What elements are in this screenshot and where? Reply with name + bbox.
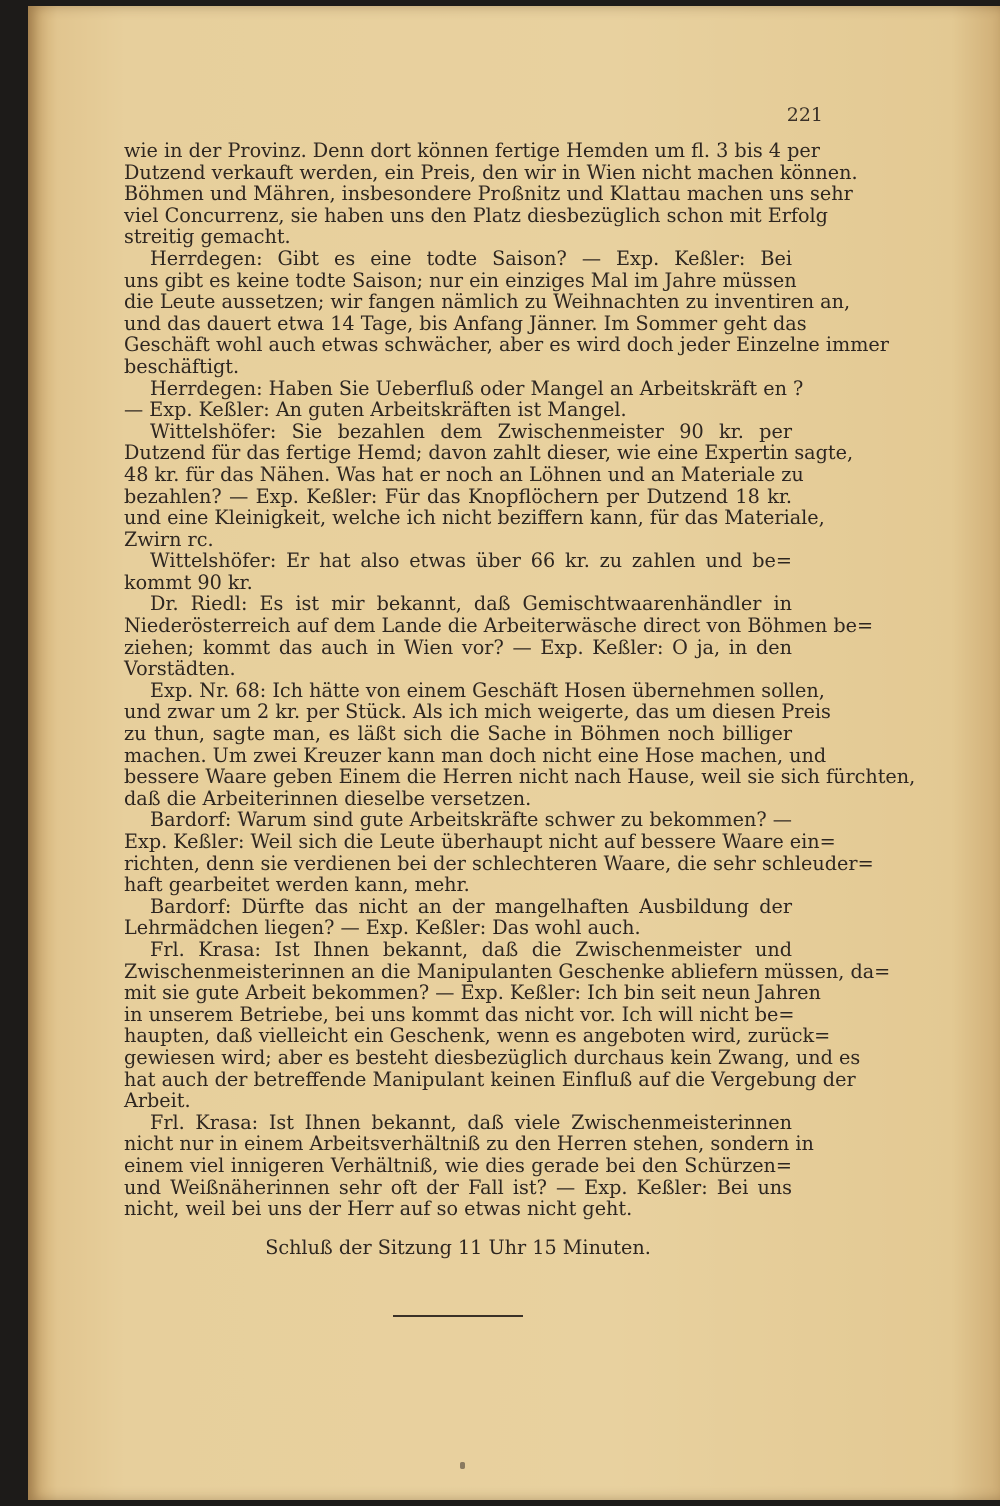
text-line: nicht, weil bei uns der Herr auf so etwas nicht geht. xyxy=(124,1197,633,1221)
text-line: 48 kr. für das Nähen. Was hat er noch an Löhnen und an Materiale zu xyxy=(124,462,804,486)
text-line: streitig gemacht. xyxy=(124,225,291,249)
text-line: mit sie gute Arbeit bekommen? — Exp. Keßler: Ich bin seit neun Jahren xyxy=(124,981,821,1005)
text-line: Frl. Krasa: Ist Ihnen bekannt, daß viele Zwischenmeisterinnen xyxy=(150,1110,792,1134)
end-rule xyxy=(393,1315,523,1317)
text-line: bezahlen? — Exp. Keßler: Für das Knopflöchern per Dutzend 18 kr. xyxy=(124,484,792,508)
page-number: 221 xyxy=(786,104,823,126)
text-line: in unserem Betriebe, bei uns kommt das nicht vor. Ich will nicht be= xyxy=(124,1002,795,1026)
text-line: Herrdegen: Haben Sie Ueberfluß oder Mangel an Arbeitskräft en ? xyxy=(150,376,804,400)
text-line: kommt 90 kr. xyxy=(124,570,253,594)
text-line: beschäftigt. xyxy=(124,354,240,378)
text-line: die Leute aussetzen; wir fangen nämlich zu Weihnachten zu inventiren an, xyxy=(124,290,851,314)
text-line: gewiesen wird; aber es besteht diesbezüglich durchaus kein Zwang, und es xyxy=(124,1045,861,1069)
text-line: viel Concurrenz, sie haben uns den Platz diesbezüglich schon mit Erfolg xyxy=(124,203,828,227)
text-line: Arbeit. xyxy=(124,1089,191,1113)
text-line: daß die Arbeiterinnen dieselbe versetzen. xyxy=(124,786,532,810)
text-line: — Exp. Keßler: An guten Arbeitskräften ist Mangel. xyxy=(124,398,627,422)
text-line: Vorstädten. xyxy=(124,657,236,681)
text-line: Böhmen und Mähren, insbesondere Proßnitz und Klattau machen uns sehr xyxy=(124,182,853,206)
text-line: Dutzend für das fertige Hemd; davon zahlt dieser, wie eine Expertin sagte, xyxy=(124,441,854,465)
text-line: richten, denn sie verdienen bei der schlechteren Waare, die sehr schleuder= xyxy=(124,851,874,875)
text-line: nicht nur in einem Arbeitsverhältniß zu den Herren stehen, sondern in xyxy=(124,1132,814,1156)
text-line: und eine Kleinigkeit, welche ich nicht beziffern kann, für das Materiale, xyxy=(124,506,825,530)
text-line: Niederösterreich auf dem Lande die Arbeiterwäsche direct von Böhmen be= xyxy=(124,614,874,638)
transcript-text xyxy=(124,139,916,1221)
text-line: Zwirn rc. xyxy=(124,527,214,551)
text-line: zu thun, sagte man, es läßt sich die Sache in Böhmen noch billiger xyxy=(124,722,792,746)
text-line: Exp. Nr. 68: Ich hätte von einem Geschäft Hosen übernehmen sollen, xyxy=(150,678,825,702)
text-line: Bardorf: Dürfte das nicht an der mangelhaften Ausbildung der xyxy=(150,894,792,918)
text-line: Exp. Keßler: Weil sich die Leute überhaupt nicht auf bessere Waare ein= xyxy=(124,830,836,853)
text-line: Wittelshöfer: Er hat also etwas über 66 kr. zu zahlen und be= xyxy=(150,549,792,573)
paper-speck xyxy=(460,1462,465,1469)
text-line: machen. Um zwei Kreuzer kann man doch nicht eine Hose machen, und xyxy=(124,743,827,767)
text-line: und Weißnäherinnen sehr oft der Fall ist? — Exp. Keßler: Bei uns xyxy=(124,1175,792,1199)
text-line: Dr. Riedl: Es ist mir bekannt, daß Gemischtwaarenhändler in xyxy=(150,592,792,616)
text-line: Herrdegen: Gibt es eine todte Saison? — Exp. Keßler: Bei xyxy=(150,246,792,270)
text-line: und zwar um 2 kr. per Stück. Als ich mich weigerte, das um diesen Preis xyxy=(124,700,831,724)
text-line: Wittelshöfer: Sie bezahlen dem Zwischenmeister 90 kr. per xyxy=(150,419,792,443)
text-line: uns gibt es keine todte Saison; nur ein einziges Mal im Jahre müssen xyxy=(124,268,797,292)
text-line: hat auch der betreffende Manipulant keinen Einfluß auf die Vergebung der xyxy=(124,1067,856,1091)
text-line: einem viel innigeren Verhältniß, wie dies gerade bei den Schürzen= xyxy=(124,1153,792,1177)
text-line: ziehen; kommt das auch in Wien vor? — Exp. Keßler: O ja, in den xyxy=(124,635,792,659)
text-line: bessere Waare geben Einem die Herren nicht nach Hause, weil sie sich fürchten, xyxy=(124,765,916,789)
text-line: Dutzend verkauft werden, ein Preis, den wir in Wien nicht machen können. xyxy=(124,160,858,184)
text-line: Lehrmädchen liegen? — Exp. Keßler: Das wohl auch. xyxy=(124,916,641,940)
closing-line: Schluß der Sitzung 11 Uhr 15 Minuten. xyxy=(265,1236,651,1259)
text-line: und das dauert etwa 14 Tage, bis Anfang Jänner. Im Sommer geht das xyxy=(124,311,807,335)
text-line: wie in der Provinz. Denn dort können fertige Hemden um fl. 3 bis 4 per xyxy=(124,139,820,162)
text-line: Zwischenmeisterinnen an die Manipulanten Geschenke abliefern müssen, da= xyxy=(124,959,891,983)
text-line: haupten, daß vielleicht ein Geschenk, wenn es angeboten wird, zurück= xyxy=(124,1024,831,1048)
text-line: haft gearbeitet werden kann, mehr. xyxy=(124,873,470,897)
text-line: Frl. Krasa: Ist Ihnen bekannt, daß die Zwischenmeister und xyxy=(150,937,792,961)
text-line: Bardorf: Warum sind gute Arbeitskräfte schwer zu bekommen? — xyxy=(150,808,792,832)
text-line: Geschäft wohl auch etwas schwächer, aber es wird doch jeder Einzelne immer xyxy=(124,333,889,357)
